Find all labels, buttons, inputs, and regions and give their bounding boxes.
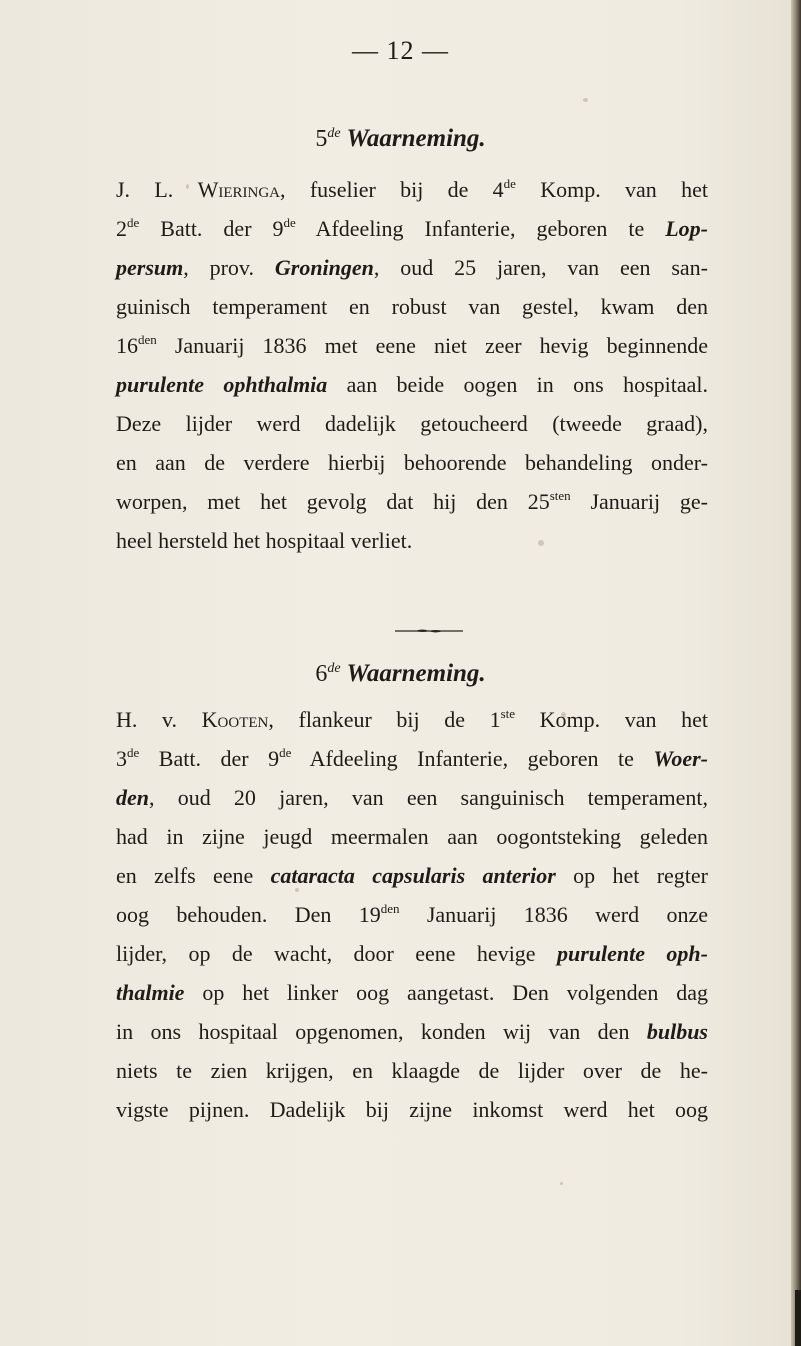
text-line bbox=[116, 934, 708, 973]
ordinal-suffix: den bbox=[138, 332, 157, 347]
ordinal-suffix: de bbox=[127, 215, 140, 230]
observation-5-ordinal-suffix: de bbox=[327, 126, 341, 141]
place-name: persum bbox=[116, 255, 184, 280]
ordinal-suffix: de bbox=[503, 176, 516, 191]
text-run: , flankeur bij de 1 bbox=[268, 707, 501, 732]
observation-5-ordinal: 5 bbox=[315, 126, 328, 152]
text-line: niets te zien krijgen, en klaagde de lijder over de he- bbox=[116, 1058, 708, 1083]
text-line bbox=[116, 482, 708, 521]
observation-6-paragraph bbox=[116, 700, 708, 1129]
text-run: 16 bbox=[116, 333, 138, 358]
decorative-rule bbox=[393, 628, 465, 634]
text-run: Januarij 1836 werd onze bbox=[399, 902, 708, 927]
text-line bbox=[116, 778, 708, 817]
text-line bbox=[116, 973, 708, 1012]
paper-speck bbox=[560, 1182, 563, 1185]
text-line bbox=[116, 365, 708, 404]
observation-6-ordinal: 6 bbox=[315, 661, 328, 687]
text-run: aan beide oogen in ons hospitaal. bbox=[327, 372, 708, 397]
text-run: en zelfs eene bbox=[116, 863, 271, 888]
text-run: Komp. van het bbox=[515, 177, 708, 202]
text-line bbox=[116, 326, 708, 365]
text-line bbox=[116, 170, 708, 209]
page-number: — 12 — bbox=[352, 36, 449, 65]
text-line: guinisch temperament en robust van gestel, kwam den bbox=[116, 294, 708, 319]
ordinal-suffix: den bbox=[380, 901, 400, 916]
page-edge-corner bbox=[795, 1290, 801, 1346]
patient-name: Kooten bbox=[201, 707, 269, 732]
medical-term: purulente oph- bbox=[557, 941, 708, 966]
ordinal-suffix: de bbox=[283, 215, 296, 230]
paper-speck bbox=[583, 98, 588, 102]
text-run: , prov. bbox=[183, 255, 275, 280]
ordinal-suffix: de bbox=[279, 745, 292, 760]
text-line: Deze lijder werd dadelijk getoucheerd (tweede graad), bbox=[116, 411, 708, 436]
text-run: 3 bbox=[116, 746, 127, 771]
text-run: Komp. van het bbox=[515, 707, 708, 732]
text-line: heel hersteld het hospitaal verliet. bbox=[116, 528, 413, 553]
text-run: Batt. der 9 bbox=[139, 746, 280, 771]
province-name: Groningen bbox=[274, 255, 374, 280]
text-line bbox=[116, 856, 708, 895]
text-run: Batt. der 9 bbox=[139, 216, 284, 241]
text-run: lijder, op de wacht, door eene hevige bbox=[116, 941, 557, 966]
text-line bbox=[116, 248, 708, 287]
patient-name: Wieringa bbox=[197, 177, 281, 202]
place-name: Woer- bbox=[653, 746, 708, 771]
text-run: Januarij ge- bbox=[570, 489, 708, 514]
text-line bbox=[116, 739, 708, 778]
observation-5-heading bbox=[0, 125, 801, 153]
page-edge-shadow bbox=[791, 0, 801, 1346]
medical-term: bulbus bbox=[646, 1019, 708, 1044]
text-line bbox=[116, 895, 708, 934]
text-run: H. v. bbox=[116, 707, 202, 732]
text-run: 2 bbox=[116, 216, 127, 241]
ordinal-suffix: ste bbox=[500, 706, 516, 721]
observation-6-heading bbox=[0, 660, 801, 688]
text-run: oog behouden. Den 19 bbox=[116, 902, 381, 927]
text-run: , oud 25 jaren, van een san- bbox=[373, 255, 708, 280]
text-run: Afdeeling Infanterie, geboren te bbox=[295, 216, 666, 241]
medical-term: purulente ophthalmia bbox=[116, 372, 328, 397]
text-run: worpen, met het gevolg dat hij den 25 bbox=[116, 489, 550, 514]
medical-term: cataracta capsularis anterior bbox=[270, 863, 556, 888]
place-name: Lop- bbox=[665, 216, 708, 241]
text-run: op het regter bbox=[555, 863, 709, 888]
medical-term: thalmie bbox=[116, 980, 185, 1005]
text-line: vigste pijnen. Dadelijk bij zijne inkomst werd het oog bbox=[116, 1097, 708, 1122]
text-run: op het linker oog aangetast. Den volgenden dag bbox=[184, 980, 708, 1005]
text-run: in ons hospitaal opgenomen, konden wij van den bbox=[116, 1019, 647, 1044]
observation-6-title: Waarneming. bbox=[346, 660, 486, 687]
text-run: Afdeeling Infanterie, geboren te bbox=[291, 746, 654, 771]
text-line bbox=[116, 209, 708, 248]
place-name: den bbox=[116, 785, 149, 810]
text-line: en aan de verdere hierbij behoorende behandeling onder- bbox=[116, 450, 708, 475]
observation-5-title: Waarneming. bbox=[346, 125, 486, 152]
text-run: , oud 20 jaren, van een sanguinisch temperament, bbox=[149, 785, 708, 810]
text-line: had in zijne jeugd meermalen aan oogontsteking geleden bbox=[116, 824, 708, 849]
text-run: , fuselier bij de 4 bbox=[280, 177, 504, 202]
text-line bbox=[116, 700, 708, 739]
observation-6-ordinal-suffix: de bbox=[327, 661, 341, 676]
ordinal-suffix: sten bbox=[549, 488, 571, 503]
text-line bbox=[116, 1012, 708, 1051]
observation-5-paragraph bbox=[116, 170, 708, 560]
text-run: Januarij 1836 met eene niet zeer hevig beginnende bbox=[156, 333, 708, 358]
ordinal-suffix: de bbox=[127, 745, 140, 760]
text-run: J. L. bbox=[116, 177, 198, 202]
